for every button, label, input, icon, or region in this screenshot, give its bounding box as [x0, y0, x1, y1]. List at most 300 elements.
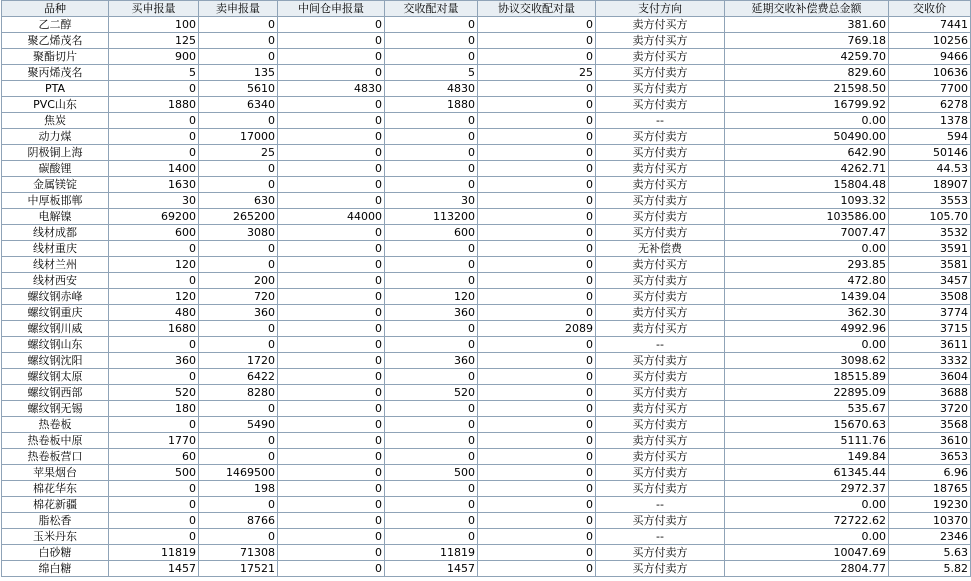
- cell-matched-qty: 0: [385, 177, 478, 193]
- cell-compensation-total: 642.90: [725, 145, 889, 161]
- cell-matched-qty: 0: [385, 145, 478, 161]
- cell-agreement-matched-qty: 0: [478, 417, 596, 433]
- cell-matched-qty: 11819: [385, 545, 478, 561]
- cell-middle-qty: 0: [278, 49, 385, 65]
- cell-agreement-matched-qty: 0: [478, 81, 596, 97]
- cell-payment-direction: 买方付卖方: [596, 545, 725, 561]
- cell-middle-qty: 0: [278, 417, 385, 433]
- cell-payment-direction: 买方付卖方: [596, 481, 725, 497]
- cell-delivery-price: 3715: [889, 321, 971, 337]
- cell-compensation-total: 5111.76: [725, 433, 889, 449]
- cell-payment-direction: 买方付卖方: [596, 385, 725, 401]
- cell-agreement-matched-qty: 0: [478, 497, 596, 513]
- cell-delivery-price: 19230: [889, 497, 971, 513]
- table-row: [2, 81, 971, 97]
- cell-buy-qty: 0: [109, 481, 199, 497]
- cell-agreement-matched-qty: 0: [478, 305, 596, 321]
- cell-delivery-price: 6278: [889, 97, 971, 113]
- cell-variety: PTA: [2, 81, 109, 97]
- cell-matched-qty: 0: [385, 529, 478, 545]
- cell-delivery-price: 3553: [889, 193, 971, 209]
- cell-delivery-price: 1378: [889, 113, 971, 129]
- cell-payment-direction: 卖方付买方: [596, 17, 725, 33]
- cell-sell-qty: 6340: [199, 97, 278, 113]
- cell-payment-direction: 卖方付买方: [596, 161, 725, 177]
- cell-delivery-price: 3720: [889, 401, 971, 417]
- cell-middle-qty: 0: [278, 33, 385, 49]
- cell-payment-direction: 卖方付买方: [596, 257, 725, 273]
- cell-buy-qty: 120: [109, 289, 199, 305]
- table-row: [2, 289, 971, 305]
- cell-delivery-price: 7700: [889, 81, 971, 97]
- cell-compensation-total: 3098.62: [725, 353, 889, 369]
- cell-matched-qty: 0: [385, 17, 478, 33]
- cell-matched-qty: 360: [385, 305, 478, 321]
- cell-compensation-total: 149.84: [725, 449, 889, 465]
- cell-buy-qty: 69200: [109, 209, 199, 225]
- cell-compensation-total: 0.00: [725, 241, 889, 257]
- cell-variety: 螺纹钢沈阳: [2, 353, 109, 369]
- cell-compensation-total: 15670.63: [725, 417, 889, 433]
- cell-payment-direction: 买方付卖方: [596, 225, 725, 241]
- cell-variety: 螺纹钢山东: [2, 337, 109, 353]
- cell-sell-qty: 0: [199, 433, 278, 449]
- table-row: [2, 257, 971, 273]
- cell-matched-qty: 0: [385, 433, 478, 449]
- cell-middle-qty: 0: [278, 145, 385, 161]
- cell-sell-qty: 0: [199, 321, 278, 337]
- cell-payment-direction: 买方付卖方: [596, 465, 725, 481]
- cell-sell-qty: 0: [199, 33, 278, 49]
- cell-middle-qty: 0: [278, 289, 385, 305]
- delivery-compensation-table: [1, 0, 971, 577]
- cell-buy-qty: 0: [109, 273, 199, 289]
- cell-variety: 聚乙烯茂名: [2, 33, 109, 49]
- cell-compensation-total: 381.60: [725, 17, 889, 33]
- cell-matched-qty: 0: [385, 417, 478, 433]
- cell-payment-direction: 买方付卖方: [596, 273, 725, 289]
- cell-agreement-matched-qty: 0: [478, 529, 596, 545]
- cell-matched-qty: 0: [385, 401, 478, 417]
- cell-sell-qty: 1720: [199, 353, 278, 369]
- cell-payment-direction: --: [596, 113, 725, 129]
- cell-delivery-price: 5.63: [889, 545, 971, 561]
- table-row: [2, 177, 971, 193]
- cell-variety: PVC山东: [2, 97, 109, 113]
- cell-compensation-total: 4992.96: [725, 321, 889, 337]
- cell-agreement-matched-qty: 25: [478, 65, 596, 81]
- cell-delivery-price: 18907: [889, 177, 971, 193]
- cell-middle-qty: 0: [278, 193, 385, 209]
- cell-compensation-total: 829.60: [725, 65, 889, 81]
- cell-delivery-price: 10256: [889, 33, 971, 49]
- cell-sell-qty: 0: [199, 497, 278, 513]
- cell-delivery-price: 10636: [889, 65, 971, 81]
- cell-middle-qty: 0: [278, 369, 385, 385]
- cell-compensation-total: 0.00: [725, 337, 889, 353]
- cell-variety: 线材兰州: [2, 257, 109, 273]
- table-row: [2, 433, 971, 449]
- cell-agreement-matched-qty: 0: [478, 97, 596, 113]
- cell-buy-qty: 0: [109, 113, 199, 129]
- cell-sell-qty: 17521: [199, 561, 278, 577]
- cell-payment-direction: 买方付卖方: [596, 65, 725, 81]
- cell-variety: 螺纹钢太原: [2, 369, 109, 385]
- cell-middle-qty: 0: [278, 129, 385, 145]
- cell-delivery-price: 2346: [889, 529, 971, 545]
- cell-middle-qty: 44000: [278, 209, 385, 225]
- cell-sell-qty: 5610: [199, 81, 278, 97]
- cell-variety: 碳酸锂: [2, 161, 109, 177]
- cell-compensation-total: 0.00: [725, 113, 889, 129]
- cell-variety: 绵白糖: [2, 561, 109, 577]
- table-row: [2, 513, 971, 529]
- cell-payment-direction: 买方付卖方: [596, 513, 725, 529]
- cell-agreement-matched-qty: 0: [478, 353, 596, 369]
- cell-sell-qty: 0: [199, 177, 278, 193]
- cell-delivery-price: 3774: [889, 305, 971, 321]
- cell-variety: 棉花华东: [2, 481, 109, 497]
- cell-buy-qty: 0: [109, 241, 199, 257]
- cell-delivery-price: 44.53: [889, 161, 971, 177]
- cell-buy-qty: 0: [109, 513, 199, 529]
- cell-buy-qty: 125: [109, 33, 199, 49]
- cell-sell-qty: 0: [199, 113, 278, 129]
- cell-delivery-price: 9466: [889, 49, 971, 65]
- cell-middle-qty: 0: [278, 401, 385, 417]
- cell-compensation-total: 1439.04: [725, 289, 889, 305]
- cell-sell-qty: 0: [199, 529, 278, 545]
- cell-payment-direction: 买方付卖方: [596, 417, 725, 433]
- cell-matched-qty: 520: [385, 385, 478, 401]
- cell-agreement-matched-qty: 0: [478, 225, 596, 241]
- cell-payment-direction: 买方付卖方: [596, 209, 725, 225]
- cell-payment-direction: 买方付卖方: [596, 353, 725, 369]
- cell-sell-qty: 1469500: [199, 465, 278, 481]
- cell-buy-qty: 1400: [109, 161, 199, 177]
- cell-delivery-price: 105.70: [889, 209, 971, 225]
- cell-delivery-price: 7441: [889, 17, 971, 33]
- table-row: [2, 241, 971, 257]
- cell-sell-qty: 6422: [199, 369, 278, 385]
- cell-middle-qty: 0: [278, 241, 385, 257]
- cell-compensation-total: 2972.37: [725, 481, 889, 497]
- cell-payment-direction: 买方付卖方: [596, 561, 725, 577]
- cell-middle-qty: 0: [278, 529, 385, 545]
- table-row: [2, 353, 971, 369]
- cell-middle-qty: 0: [278, 273, 385, 289]
- cell-matched-qty: 0: [385, 337, 478, 353]
- cell-sell-qty: 265200: [199, 209, 278, 225]
- cell-buy-qty: 1680: [109, 321, 199, 337]
- cell-middle-qty: 0: [278, 97, 385, 113]
- cell-payment-direction: 卖方付买方: [596, 177, 725, 193]
- table-row: [2, 449, 971, 465]
- cell-agreement-matched-qty: 0: [478, 257, 596, 273]
- cell-buy-qty: 1457: [109, 561, 199, 577]
- table-row: [2, 225, 971, 241]
- cell-matched-qty: 1880: [385, 97, 478, 113]
- cell-sell-qty: 198: [199, 481, 278, 497]
- cell-payment-direction: --: [596, 337, 725, 353]
- table-row: [2, 193, 971, 209]
- cell-buy-qty: 600: [109, 225, 199, 241]
- header-row: [2, 1, 971, 17]
- cell-payment-direction: 卖方付买方: [596, 305, 725, 321]
- cell-compensation-total: 769.18: [725, 33, 889, 49]
- cell-compensation-total: 4262.71: [725, 161, 889, 177]
- cell-delivery-price: 10370: [889, 513, 971, 529]
- table-row: [2, 33, 971, 49]
- cell-compensation-total: 72722.62: [725, 513, 889, 529]
- cell-payment-direction: 买方付卖方: [596, 129, 725, 145]
- cell-compensation-total: 362.30: [725, 305, 889, 321]
- cell-middle-qty: 0: [278, 257, 385, 273]
- cell-payment-direction: 无补偿费: [596, 241, 725, 257]
- cell-variety: 聚酯切片: [2, 49, 109, 65]
- cell-agreement-matched-qty: 0: [478, 465, 596, 481]
- cell-sell-qty: 25: [199, 145, 278, 161]
- cell-variety: 白砂糖: [2, 545, 109, 561]
- cell-matched-qty: 0: [385, 161, 478, 177]
- table-row: [2, 145, 971, 161]
- cell-buy-qty: 0: [109, 529, 199, 545]
- cell-sell-qty: 71308: [199, 545, 278, 561]
- cell-agreement-matched-qty: 0: [478, 545, 596, 561]
- cell-variety: 金属镁锭: [2, 177, 109, 193]
- cell-buy-qty: 0: [109, 369, 199, 385]
- col-header-buy-qty: 买申报量: [109, 1, 199, 17]
- cell-variety: 螺纹钢重庆: [2, 305, 109, 321]
- cell-matched-qty: 0: [385, 449, 478, 465]
- cell-agreement-matched-qty: 0: [478, 273, 596, 289]
- cell-middle-qty: 0: [278, 337, 385, 353]
- cell-matched-qty: 0: [385, 49, 478, 65]
- cell-variety: 螺纹钢无锡: [2, 401, 109, 417]
- cell-matched-qty: 0: [385, 369, 478, 385]
- cell-buy-qty: 60: [109, 449, 199, 465]
- col-header-middle-qty: 中间仓申报量: [278, 1, 385, 17]
- cell-compensation-total: 22895.09: [725, 385, 889, 401]
- table-row: [2, 385, 971, 401]
- table-row: [2, 17, 971, 33]
- cell-matched-qty: 0: [385, 129, 478, 145]
- cell-delivery-price: 5.82: [889, 561, 971, 577]
- cell-payment-direction: --: [596, 497, 725, 513]
- cell-agreement-matched-qty: 0: [478, 337, 596, 353]
- cell-variety: 脂松香: [2, 513, 109, 529]
- cell-agreement-matched-qty: 0: [478, 433, 596, 449]
- cell-buy-qty: 180: [109, 401, 199, 417]
- cell-buy-qty: 100: [109, 17, 199, 33]
- cell-sell-qty: 720: [199, 289, 278, 305]
- cell-matched-qty: 120: [385, 289, 478, 305]
- cell-buy-qty: 0: [109, 145, 199, 161]
- cell-delivery-price: 50146: [889, 145, 971, 161]
- cell-matched-qty: 0: [385, 241, 478, 257]
- cell-matched-qty: 360: [385, 353, 478, 369]
- cell-compensation-total: 293.85: [725, 257, 889, 273]
- cell-delivery-price: 3610: [889, 433, 971, 449]
- cell-matched-qty: 0: [385, 257, 478, 273]
- cell-matched-qty: 600: [385, 225, 478, 241]
- cell-payment-direction: 卖方付买方: [596, 321, 725, 337]
- col-header-matched-qty: 交收配对量: [385, 1, 478, 17]
- cell-sell-qty: 0: [199, 49, 278, 65]
- cell-delivery-price: 3581: [889, 257, 971, 273]
- cell-agreement-matched-qty: 0: [478, 129, 596, 145]
- cell-middle-qty: 0: [278, 321, 385, 337]
- cell-agreement-matched-qty: 0: [478, 369, 596, 385]
- table-row: [2, 161, 971, 177]
- cell-payment-direction: --: [596, 529, 725, 545]
- cell-variety: 苹果烟台: [2, 465, 109, 481]
- cell-buy-qty: 1880: [109, 97, 199, 113]
- cell-variety: 聚丙烯茂名: [2, 65, 109, 81]
- cell-sell-qty: 0: [199, 17, 278, 33]
- cell-middle-qty: 0: [278, 305, 385, 321]
- cell-matched-qty: 0: [385, 273, 478, 289]
- cell-matched-qty: 0: [385, 481, 478, 497]
- cell-buy-qty: 11819: [109, 545, 199, 561]
- cell-sell-qty: 5490: [199, 417, 278, 433]
- cell-agreement-matched-qty: 0: [478, 145, 596, 161]
- cell-middle-qty: 0: [278, 545, 385, 561]
- cell-delivery-price: 3688: [889, 385, 971, 401]
- cell-variety: 热卷板中原: [2, 433, 109, 449]
- cell-delivery-price: 3332: [889, 353, 971, 369]
- table-row: [2, 481, 971, 497]
- cell-middle-qty: 4830: [278, 81, 385, 97]
- cell-payment-direction: 买方付卖方: [596, 289, 725, 305]
- cell-compensation-total: 50490.00: [725, 129, 889, 145]
- cell-agreement-matched-qty: 0: [478, 209, 596, 225]
- cell-delivery-price: 3604: [889, 369, 971, 385]
- cell-sell-qty: 200: [199, 273, 278, 289]
- cell-compensation-total: 472.80: [725, 273, 889, 289]
- table-body: [2, 17, 971, 577]
- cell-sell-qty: 0: [199, 401, 278, 417]
- cell-variety: 棉花新疆: [2, 497, 109, 513]
- cell-delivery-price: 6.96: [889, 465, 971, 481]
- cell-matched-qty: 0: [385, 33, 478, 49]
- cell-middle-qty: 0: [278, 465, 385, 481]
- cell-buy-qty: 500: [109, 465, 199, 481]
- table-row: [2, 65, 971, 81]
- table-row: [2, 497, 971, 513]
- cell-variety: 焦炭: [2, 113, 109, 129]
- cell-buy-qty: 30: [109, 193, 199, 209]
- cell-variety: 中厚板邯郸: [2, 193, 109, 209]
- cell-compensation-total: 2804.77: [725, 561, 889, 577]
- cell-middle-qty: 0: [278, 481, 385, 497]
- cell-buy-qty: 520: [109, 385, 199, 401]
- table-row: [2, 321, 971, 337]
- cell-sell-qty: 0: [199, 449, 278, 465]
- cell-delivery-price: 3457: [889, 273, 971, 289]
- cell-middle-qty: 0: [278, 65, 385, 81]
- cell-delivery-price: 18765: [889, 481, 971, 497]
- col-header-sell-qty: 卖申报量: [199, 1, 278, 17]
- cell-matched-qty: 1457: [385, 561, 478, 577]
- cell-agreement-matched-qty: 0: [478, 177, 596, 193]
- cell-compensation-total: 1093.32: [725, 193, 889, 209]
- cell-matched-qty: 4830: [385, 81, 478, 97]
- cell-variety: 线材重庆: [2, 241, 109, 257]
- cell-buy-qty: 0: [109, 417, 199, 433]
- cell-sell-qty: 8280: [199, 385, 278, 401]
- cell-buy-qty: 1630: [109, 177, 199, 193]
- cell-delivery-price: 3591: [889, 241, 971, 257]
- cell-delivery-price: 3508: [889, 289, 971, 305]
- col-header-payment-direction: 支付方向: [596, 1, 725, 17]
- cell-delivery-price: 3568: [889, 417, 971, 433]
- cell-middle-qty: 0: [278, 177, 385, 193]
- cell-variety: 玉米丹东: [2, 529, 109, 545]
- cell-agreement-matched-qty: 0: [478, 241, 596, 257]
- cell-matched-qty: 500: [385, 465, 478, 481]
- cell-agreement-matched-qty: 0: [478, 289, 596, 305]
- cell-compensation-total: 21598.50: [725, 81, 889, 97]
- cell-buy-qty: 5: [109, 65, 199, 81]
- table-row: [2, 209, 971, 225]
- cell-buy-qty: 360: [109, 353, 199, 369]
- cell-agreement-matched-qty: 0: [478, 161, 596, 177]
- cell-variety: 线材成都: [2, 225, 109, 241]
- cell-variety: 阴极铜上海: [2, 145, 109, 161]
- cell-payment-direction: 买方付卖方: [596, 369, 725, 385]
- cell-sell-qty: 0: [199, 257, 278, 273]
- cell-payment-direction: 卖方付买方: [596, 33, 725, 49]
- cell-sell-qty: 360: [199, 305, 278, 321]
- cell-sell-qty: 0: [199, 161, 278, 177]
- cell-delivery-price: 3611: [889, 337, 971, 353]
- cell-buy-qty: 480: [109, 305, 199, 321]
- cell-sell-qty: 8766: [199, 513, 278, 529]
- table-row: [2, 337, 971, 353]
- col-header-agreement-matched-qty: 协议交收配对量: [478, 1, 596, 17]
- cell-payment-direction: 买方付卖方: [596, 145, 725, 161]
- cell-buy-qty: 0: [109, 129, 199, 145]
- cell-agreement-matched-qty: 0: [478, 17, 596, 33]
- cell-middle-qty: 0: [278, 353, 385, 369]
- cell-sell-qty: 17000: [199, 129, 278, 145]
- cell-variety: 螺纹钢赤峰: [2, 289, 109, 305]
- cell-matched-qty: 0: [385, 113, 478, 129]
- table-row: [2, 529, 971, 545]
- col-header-delivery-price: 交收价: [889, 1, 971, 17]
- cell-agreement-matched-qty: 2089: [478, 321, 596, 337]
- table-row: [2, 97, 971, 113]
- cell-variety: 电解镍: [2, 209, 109, 225]
- cell-middle-qty: 0: [278, 113, 385, 129]
- cell-middle-qty: 0: [278, 449, 385, 465]
- cell-sell-qty: 0: [199, 337, 278, 353]
- cell-compensation-total: 61345.44: [725, 465, 889, 481]
- cell-variety: 热卷板营口: [2, 449, 109, 465]
- cell-agreement-matched-qty: 0: [478, 449, 596, 465]
- cell-matched-qty: 113200: [385, 209, 478, 225]
- cell-agreement-matched-qty: 0: [478, 513, 596, 529]
- cell-buy-qty: 0: [109, 81, 199, 97]
- cell-middle-qty: 0: [278, 17, 385, 33]
- cell-matched-qty: 0: [385, 513, 478, 529]
- cell-middle-qty: 0: [278, 161, 385, 177]
- cell-agreement-matched-qty: 0: [478, 385, 596, 401]
- table-row: [2, 465, 971, 481]
- cell-compensation-total: 535.67: [725, 401, 889, 417]
- cell-sell-qty: 135: [199, 65, 278, 81]
